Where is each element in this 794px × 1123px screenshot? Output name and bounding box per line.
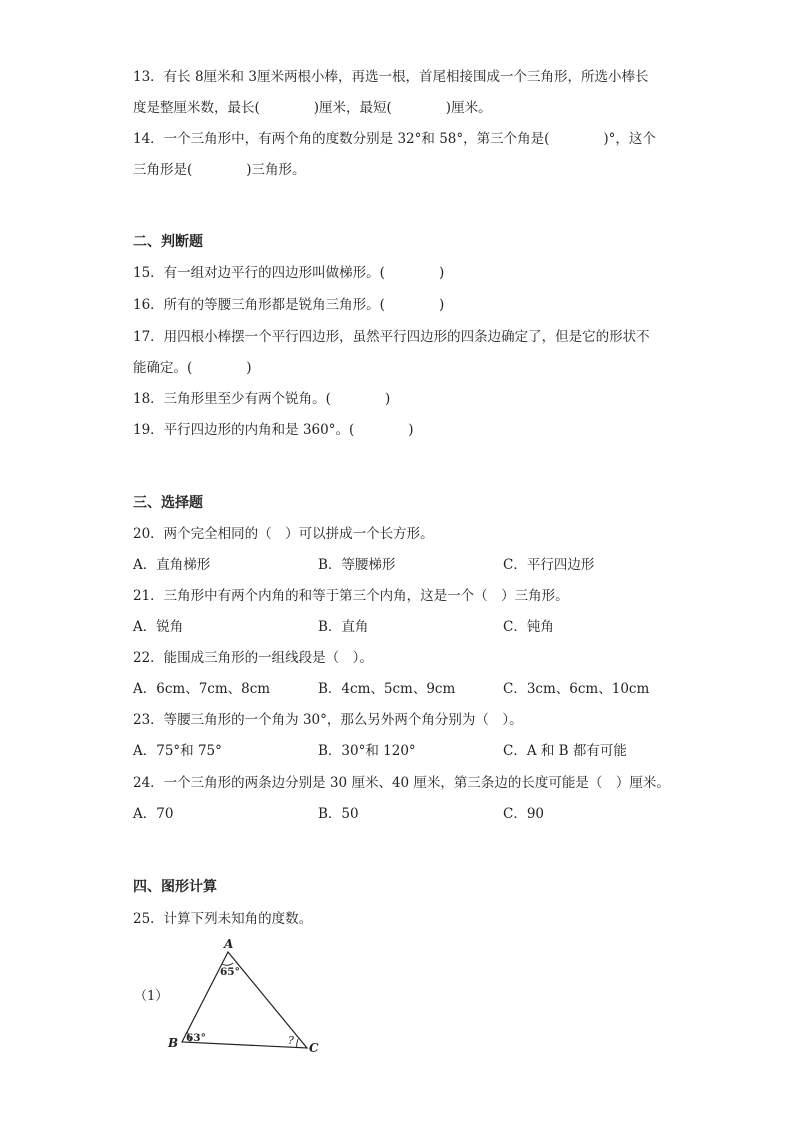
q23-option-a: A．75°和 75° [133, 743, 222, 759]
q24-stem: 24．一个三角形的两条边分别是 30 厘米、40 厘米，第三条边的长度可能是（ ）厘米。 [133, 775, 670, 791]
q21-option-a: A．锐角 [133, 619, 184, 635]
section3-title: 三、选择题 [133, 495, 203, 511]
q24-option-b: B．50 [318, 806, 359, 822]
q19: 19．平行四边形的内角和是 360°。( ) [133, 422, 414, 438]
vertex-b-label: B [168, 1036, 179, 1050]
q21-option-b: B．直角 [318, 619, 369, 635]
angle-a-value: 65° [220, 966, 240, 978]
q23-stem: 23．等腰三角形的一个角为 30°，那么另外两个角分别为（ ）。 [133, 712, 523, 728]
q24-option-c: C．90 [503, 806, 545, 822]
q14-line2: 三角形是( )三角形。 [133, 162, 306, 178]
q22-option-a: A．6cm、7cm、8cm [133, 681, 271, 697]
angle-c-value: ? [288, 1034, 294, 1047]
q20-option-a: A．直角梯形 [133, 557, 211, 573]
q22-option-c: C．3cm、6cm、10cm [503, 681, 650, 697]
figure-label: （1） [134, 989, 169, 1004]
q25-stem: 25．计算下列未知角的度数。 [133, 911, 313, 927]
q18: 18．三角形里至少有两个锐角。( ) [133, 391, 391, 407]
q21-option-c: C．钝角 [503, 619, 554, 635]
q20-option-b: B．等腰梯形 [318, 557, 396, 573]
q23-option-c: C．A 和 B 都有可能 [503, 743, 627, 759]
q16: 16．所有的等腰三角形都是锐角三角形。( ) [133, 297, 445, 313]
angle-b-value: 63° [186, 1032, 206, 1044]
q15: 15．有一组对边平行的四边形叫做梯形。( ) [133, 265, 445, 281]
q22-option-b: B．4cm、5cm、9cm [318, 681, 456, 697]
q13-line2: 度是整厘米数，最长( )厘米，最短( )厘米。 [133, 100, 492, 116]
q24-option-a: A．70 [133, 806, 174, 822]
q23-option-b: B．30°和 120° [318, 743, 416, 759]
q17-line1: 17．用四根小棒摆一个平行四边形，虽然平行四边形的四条边确定了，但是它的形状不 [133, 329, 650, 345]
section2-title: 二、判断题 [133, 234, 203, 250]
vertex-c-label: C [309, 1041, 319, 1055]
q21-stem: 21．三角形中有两个内角的和等于第三个内角，这是一个（ ）三角形。 [133, 588, 569, 604]
triangle-figure [130, 935, 340, 1060]
vertex-a-label: A [224, 937, 234, 951]
q14-line1: 14．一个三角形中，有两个角的度数分别是 32°和 58°，第三个角是( )°，这个 [133, 131, 656, 147]
angle-c-arc [297, 1039, 298, 1048]
section4-title: 四、图形计算 [133, 879, 217, 895]
q22-stem: 22．能围成三角形的一组线段是（ ）。 [133, 650, 373, 666]
q13-line1: 13．有长 8厘米和 3厘米两根小棒，再选一根，首尾相接围成一个三角形，所选小棒长 [133, 69, 649, 85]
q17-line2: 能确定。( ) [133, 360, 252, 376]
q20-stem: 20．两个完全相同的（ ）可以拼成一个长方形。 [133, 526, 434, 542]
angle-a-arc [222, 963, 233, 965]
q20-option-c: C．平行四边形 [503, 557, 595, 573]
